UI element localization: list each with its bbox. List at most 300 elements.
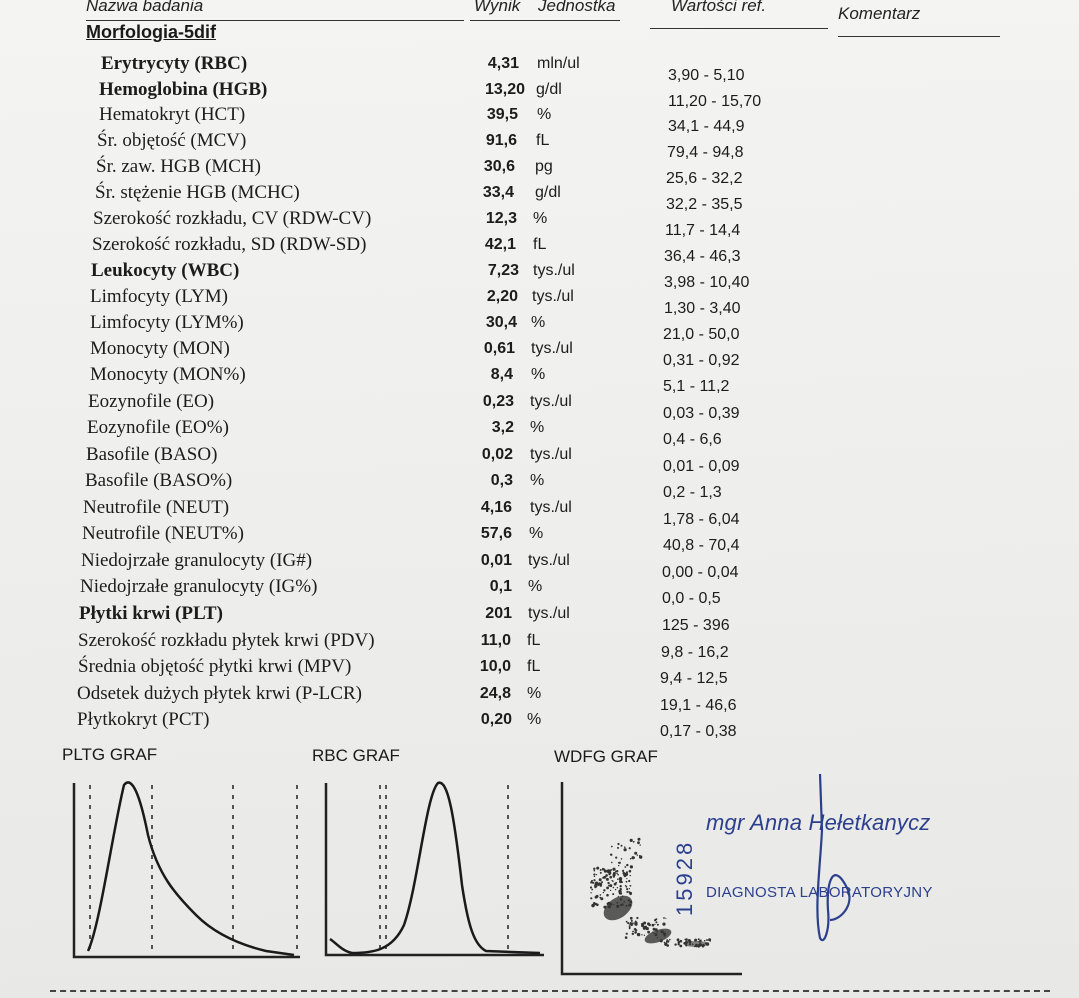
table-row	[0, 233, 1079, 265]
scatter-dot	[630, 894, 632, 896]
scatter-dot	[639, 855, 642, 858]
header-result-column: Wynik	[474, 0, 521, 15]
test-reference-range: 11,20 - 15,70	[668, 93, 762, 110]
test-unit: %	[531, 366, 546, 383]
scatter-dot	[643, 922, 646, 925]
scatter-dot	[626, 878, 627, 879]
scatter-dot	[617, 847, 619, 849]
table-row	[0, 337, 1079, 369]
scatter-dot	[630, 865, 633, 868]
scatter-dot	[626, 891, 628, 893]
scatter-dot	[652, 924, 655, 927]
table-row	[0, 602, 1079, 634]
stamp-title: DIAGNOSTA LABORATORYJNY	[706, 884, 933, 901]
scatter-dot	[638, 838, 641, 841]
scatter-dot	[620, 885, 622, 887]
scatter-dot	[613, 904, 614, 905]
scatter-dot	[625, 936, 628, 939]
stamp-number-text: 15928	[672, 839, 697, 916]
test-unit: tys./ul	[530, 446, 572, 463]
table-row	[0, 311, 1079, 343]
header-name-column: Nazwa badania	[86, 0, 204, 15]
scatter-dot	[620, 904, 622, 906]
table-row	[0, 103, 1079, 135]
scatter-dot	[632, 933, 634, 935]
scatter-dot	[660, 939, 663, 942]
scatter-dot	[628, 904, 631, 907]
test-name: Niedojrzałe granulocyty (IG%)	[80, 576, 318, 597]
test-reference-range: 9,4 - 12,5	[660, 670, 728, 687]
scatter-dot	[612, 880, 613, 881]
test-unit: tys./ul	[530, 393, 572, 410]
scatter-dot	[641, 934, 642, 935]
test-name: Monocyty (MON%)	[90, 364, 246, 385]
table-row	[0, 522, 1079, 554]
test-value: 0,1	[489, 578, 512, 595]
table-row	[0, 496, 1079, 528]
scatter-dot	[615, 889, 616, 890]
table-row	[0, 390, 1079, 422]
test-value: 91,6	[485, 132, 517, 149]
test-value: 33,4	[482, 184, 514, 201]
test-name: Szerokość rozkładu płytek krwi (PDV)	[78, 630, 375, 651]
test-reference-range: 0,0 - 0,5	[662, 590, 721, 607]
test-reference-range: 32,2 - 35,5	[666, 196, 743, 213]
scatter-dot	[652, 932, 653, 933]
test-unit: fL	[527, 658, 541, 675]
scatter-dot	[700, 939, 701, 940]
test-value: 11,0	[480, 632, 511, 649]
scatter-dot	[620, 888, 622, 890]
test-name: Erytrycyty (RBC)	[101, 53, 248, 74]
scatter-dot	[591, 889, 593, 891]
test-unit: fL	[536, 132, 550, 149]
test-name: Neutrofile (NEUT)	[83, 497, 230, 518]
scatter-dot	[610, 854, 612, 856]
scatter-dot	[623, 901, 625, 903]
test-name: Szerokość rozkładu, SD (RDW-SD)	[92, 234, 367, 255]
scatter-dot	[695, 944, 698, 947]
table-row	[0, 259, 1079, 291]
scatter-dot	[694, 939, 697, 942]
scatter-dot	[634, 928, 637, 931]
scatter-dot	[644, 935, 645, 936]
scatter-dot	[654, 924, 655, 925]
test-unit: fL	[533, 236, 547, 253]
scatter-dot	[626, 881, 628, 883]
test-unit: %	[537, 106, 552, 123]
test-value: 30,6	[483, 158, 515, 175]
scatter-dot	[632, 922, 634, 924]
test-unit: tys./ul	[530, 499, 572, 516]
scatter-dot	[619, 880, 622, 883]
test-reference-range: 25,6 - 32,2	[666, 170, 743, 187]
scatter-dot	[626, 933, 628, 935]
scatter-dot	[655, 918, 657, 920]
test-name: Eozynofile (EO)	[88, 391, 215, 412]
test-name: Hemoglobina (HGB)	[99, 79, 268, 100]
table-row	[0, 52, 1079, 84]
test-name: Śr. stężenie HGB (MCHC)	[95, 182, 300, 203]
scatter-dot	[626, 864, 628, 866]
rbc-graph-label: RBC GRAF	[312, 746, 400, 765]
scatter-dot	[617, 887, 618, 888]
test-value: 7,23	[487, 262, 519, 279]
scatter-dot	[634, 852, 637, 855]
scatter-dot	[608, 885, 610, 887]
scatter-dot	[611, 869, 612, 870]
scatter-dot	[611, 846, 613, 848]
scatter-dot	[664, 935, 666, 937]
test-value: 42,1	[484, 236, 516, 253]
scatter-dot	[630, 858, 632, 860]
test-name: Limfocyty (LYM%)	[90, 312, 244, 333]
scatter-dot	[611, 862, 613, 864]
test-unit: g/dl	[536, 81, 562, 98]
rbc-histogram	[322, 775, 547, 975]
scatter-dot	[641, 924, 644, 927]
test-unit: mln/ul	[537, 55, 580, 72]
test-reference-range: 5,1 - 11,2	[663, 378, 730, 395]
scatter-dot	[599, 878, 602, 881]
test-reference-range: 0,00 - 0,04	[662, 564, 739, 581]
scatter-dot	[626, 905, 628, 907]
scatter-dot	[603, 892, 604, 893]
scatter-dot	[590, 892, 591, 893]
test-value: 4,16	[480, 499, 512, 516]
test-reference-range: 0,31 - 0,92	[663, 352, 740, 369]
scatter-dot	[677, 938, 680, 941]
scatter-dot	[635, 921, 637, 923]
test-name: Leukocyty (WBC)	[91, 260, 240, 281]
scatter-dot	[634, 931, 637, 934]
scatter-dot	[688, 939, 691, 942]
scatter-dot	[618, 865, 619, 866]
test-name: Limfocyty (LYM)	[90, 286, 228, 307]
scatter-dot	[647, 931, 650, 934]
scatter-dot	[656, 931, 658, 933]
scatter-dot	[628, 880, 630, 882]
test-name: Eozynofile (EO%)	[87, 417, 229, 438]
scatter-dot	[657, 937, 658, 938]
test-reference-range: 79,4 - 94,8	[667, 144, 744, 161]
table-row	[0, 443, 1079, 475]
test-unit: %	[533, 210, 548, 227]
scatter-dot	[706, 940, 708, 942]
test-reference-range: 34,1 - 44,9	[668, 118, 745, 135]
test-unit: %	[529, 525, 544, 542]
scatter-dot	[674, 943, 676, 945]
scatter-dot	[630, 875, 631, 876]
scatter-dot	[698, 938, 700, 940]
table-row	[0, 129, 1079, 161]
scatter-dot	[607, 882, 609, 884]
scatter-dot	[623, 872, 626, 875]
scatter-dot	[603, 906, 606, 909]
scatter-dot	[622, 895, 624, 897]
test-reference-range: 125 - 396	[662, 617, 730, 634]
scatter-dot	[622, 870, 624, 872]
scatter-dot	[679, 945, 682, 948]
scatter-dot	[590, 897, 592, 899]
scatter-dot	[664, 942, 665, 943]
scatter-dot	[666, 944, 669, 947]
scatter-dot	[618, 862, 620, 864]
scatter-dot	[603, 889, 605, 891]
scatter-dot	[625, 885, 626, 886]
scatter-dot	[653, 929, 654, 930]
test-name: Neutrofile (NEUT%)	[82, 523, 244, 544]
scatter-dot	[592, 882, 594, 884]
test-value: 13,20	[484, 81, 525, 98]
scatter-dot	[617, 902, 619, 904]
header-comment-column: Komentarz	[838, 4, 921, 23]
scatter-dot	[594, 886, 596, 888]
scatter-dot	[629, 901, 632, 904]
scatter-dot	[604, 870, 607, 873]
scatter-dot	[607, 903, 609, 905]
test-unit: tys./ul	[532, 288, 574, 305]
scatter-dot	[615, 871, 617, 873]
scatter-dot	[660, 931, 661, 932]
scatter-dot	[655, 933, 658, 936]
test-unit: %	[528, 578, 543, 595]
scatter-dot	[644, 926, 646, 928]
scatter-dot	[689, 943, 691, 945]
header-underline	[838, 36, 1000, 37]
table-row	[0, 416, 1079, 448]
test-value: 2,20	[486, 288, 518, 305]
scatter-dot	[595, 896, 598, 899]
scatter-dot	[615, 882, 617, 884]
test-value: 30,4	[485, 314, 517, 331]
scatter-dot	[630, 885, 632, 887]
scatter-dot	[617, 878, 619, 880]
test-unit: %	[527, 711, 542, 728]
test-reference-range: 9,8 - 16,2	[661, 644, 729, 661]
scatter-dot	[653, 933, 654, 934]
test-reference-range: 1,30 - 3,40	[664, 300, 741, 317]
test-name: Odsetek dużych płytek krwi (P-LCR)	[77, 683, 362, 704]
test-reference-range: 40,8 - 70,4	[663, 537, 740, 554]
scatter-dot	[613, 887, 615, 889]
test-value: 57,6	[480, 525, 512, 542]
scatter-dot	[600, 894, 602, 896]
header-underline	[470, 20, 620, 21]
scatter-dot	[609, 876, 612, 879]
scatter-dot	[601, 881, 603, 883]
test-name: Basofile (BASO%)	[85, 470, 233, 491]
scatter-dot	[612, 868, 615, 871]
pltg-graph-label: PLTG GRAF	[62, 745, 158, 764]
test-unit: %	[527, 685, 542, 702]
scatter-dot	[612, 893, 614, 895]
scatter-dot	[678, 941, 681, 944]
test-value: 0,61	[483, 340, 515, 357]
scatter-dot	[708, 938, 711, 941]
signature	[790, 770, 870, 950]
test-name: Śr. objętość (MCV)	[97, 130, 247, 151]
scatter-dot	[629, 888, 630, 889]
scatter-dot	[637, 855, 638, 856]
table-row	[0, 155, 1079, 187]
test-value: 0,02	[481, 446, 513, 463]
scatter-dot	[667, 940, 670, 943]
scatter-dot	[665, 944, 667, 946]
scatter-dot	[630, 839, 633, 842]
table-row	[0, 629, 1079, 661]
test-unit: g/dl	[535, 184, 561, 201]
scatter-dot	[620, 898, 622, 900]
test-value: 0,20	[480, 711, 512, 728]
table-row	[0, 708, 1079, 740]
test-reference-range: 0,4 - 6,6	[663, 431, 722, 448]
scatter-dot	[637, 841, 640, 844]
test-value: 0,01	[480, 552, 512, 569]
test-unit: tys./ul	[531, 340, 573, 357]
test-name: Basofile (BASO)	[86, 444, 218, 465]
scatter-dot	[631, 920, 633, 922]
scatter-dot	[632, 856, 635, 859]
scatter-dot	[698, 941, 700, 943]
scatter-dot	[702, 944, 705, 947]
scatter-dot	[692, 943, 694, 945]
scatter-dot	[595, 882, 598, 885]
scatter-dot	[633, 841, 635, 843]
scatter-dot	[706, 942, 709, 945]
wdfg-graph-label: WDFG GRAF	[554, 747, 658, 766]
test-value: 0,23	[482, 393, 514, 410]
test-reference-range: 3,90 - 5,10	[668, 67, 745, 84]
table-row	[0, 363, 1079, 395]
scatter-dot	[607, 869, 610, 872]
table-row	[0, 207, 1079, 239]
scatter-dot	[629, 927, 630, 928]
scatter-dot	[625, 873, 628, 876]
scatter-dot	[596, 867, 599, 870]
section-title: Morfologia-5dif	[86, 22, 216, 42]
scatter-dot	[629, 870, 632, 873]
test-value: 201	[485, 605, 512, 622]
scatter-dot	[655, 921, 657, 923]
scatter-dot	[628, 899, 630, 901]
scatter-dot	[629, 847, 631, 849]
scatter-dot	[626, 921, 628, 923]
scatter-dot	[599, 883, 600, 884]
scatter-dot	[657, 924, 659, 926]
test-unit: tys./ul	[528, 552, 570, 569]
footer-divider	[50, 990, 1050, 992]
scatter-dot	[616, 873, 618, 875]
pltg-histogram	[66, 775, 306, 975]
test-name: Szerokość rozkładu, CV (RDW-CV)	[93, 208, 372, 229]
scatter-dot	[606, 878, 609, 881]
scatter-dot	[593, 868, 595, 870]
header-unit-column: Jednostka	[538, 0, 616, 15]
scatter-dot	[624, 846, 626, 848]
table-row	[0, 549, 1079, 581]
test-reference-range: 0,17 - 0,38	[660, 723, 737, 740]
table-row	[0, 78, 1079, 110]
scatter-dot	[634, 923, 637, 926]
scatter-dot	[626, 888, 628, 890]
scatter-dot	[596, 874, 597, 875]
scatter-dot	[596, 904, 599, 907]
test-unit: %	[530, 419, 545, 436]
test-name: Płytkokryt (PCT)	[77, 709, 210, 730]
test-reference-range: 11,7 - 14,4	[665, 222, 741, 239]
scatter-dot	[647, 922, 650, 925]
test-name: Monocyty (MON)	[90, 338, 230, 359]
scatter-dot	[600, 869, 602, 871]
table-row	[0, 575, 1079, 607]
scatter-dot	[621, 845, 623, 847]
scatter-dot	[685, 944, 687, 946]
test-value: 12,3	[485, 210, 517, 227]
scatter-dot	[604, 868, 605, 869]
test-reference-range: 3,98 - 10,40	[664, 274, 750, 291]
test-reference-range: 0,2 - 1,3	[663, 484, 722, 501]
test-reference-range: 0,01 - 0,09	[663, 458, 740, 475]
scatter-dot	[599, 897, 601, 899]
test-value: 10,0	[479, 658, 511, 675]
test-unit: %	[530, 472, 545, 489]
test-reference-range: 1,78 - 6,04	[663, 511, 740, 528]
test-name: Niedojrzałe granulocyty (IG#)	[81, 550, 313, 571]
scatter-dot	[685, 941, 688, 944]
scatter-dot	[669, 939, 671, 941]
scatter-dot	[704, 940, 706, 942]
table-row	[0, 469, 1079, 501]
scatter-dot	[617, 843, 619, 845]
scatter-dot	[606, 887, 609, 890]
test-unit: pg	[535, 158, 553, 175]
test-name: Śr. zaw. HGB (MCH)	[96, 156, 262, 177]
scatter-dot	[602, 877, 604, 879]
table-row	[0, 181, 1079, 213]
scatter-dot	[624, 848, 627, 851]
test-name: Hematokryt (HCT)	[99, 104, 246, 125]
scatter-dot	[608, 905, 611, 908]
scatter-dot	[608, 873, 610, 875]
test-unit: %	[531, 314, 546, 331]
scatter-dot	[684, 939, 685, 940]
test-name: Płytki krwi (PLT)	[79, 603, 223, 624]
stamp-name: mgr Anna Hełetkanycz	[706, 810, 931, 835]
header-ref-column: Wartości ref.	[671, 0, 767, 15]
scatter-dot	[637, 933, 640, 936]
scatter-dot	[613, 873, 616, 876]
scatter-dot	[619, 877, 622, 880]
header-underline	[86, 20, 464, 21]
test-reference-range: 19,1 - 46,6	[660, 697, 737, 714]
scatter-dot	[618, 896, 619, 897]
scatter-dot	[593, 873, 595, 875]
test-reference-range: 21,0 - 50,0	[663, 326, 740, 343]
scatter-dot	[606, 894, 609, 897]
scatter-dot	[630, 917, 633, 920]
header-underline	[650, 28, 828, 29]
table-row	[0, 655, 1079, 687]
test-reference-range: 36,4 - 46,3	[664, 248, 741, 265]
scatter-dot	[624, 866, 626, 868]
table-row	[0, 285, 1079, 317]
scatter-dot	[600, 872, 602, 874]
test-value: 0,3	[490, 472, 513, 489]
scatter-dot	[627, 922, 629, 924]
test-value: 8,4	[490, 366, 513, 383]
scatter-dot	[625, 849, 626, 850]
